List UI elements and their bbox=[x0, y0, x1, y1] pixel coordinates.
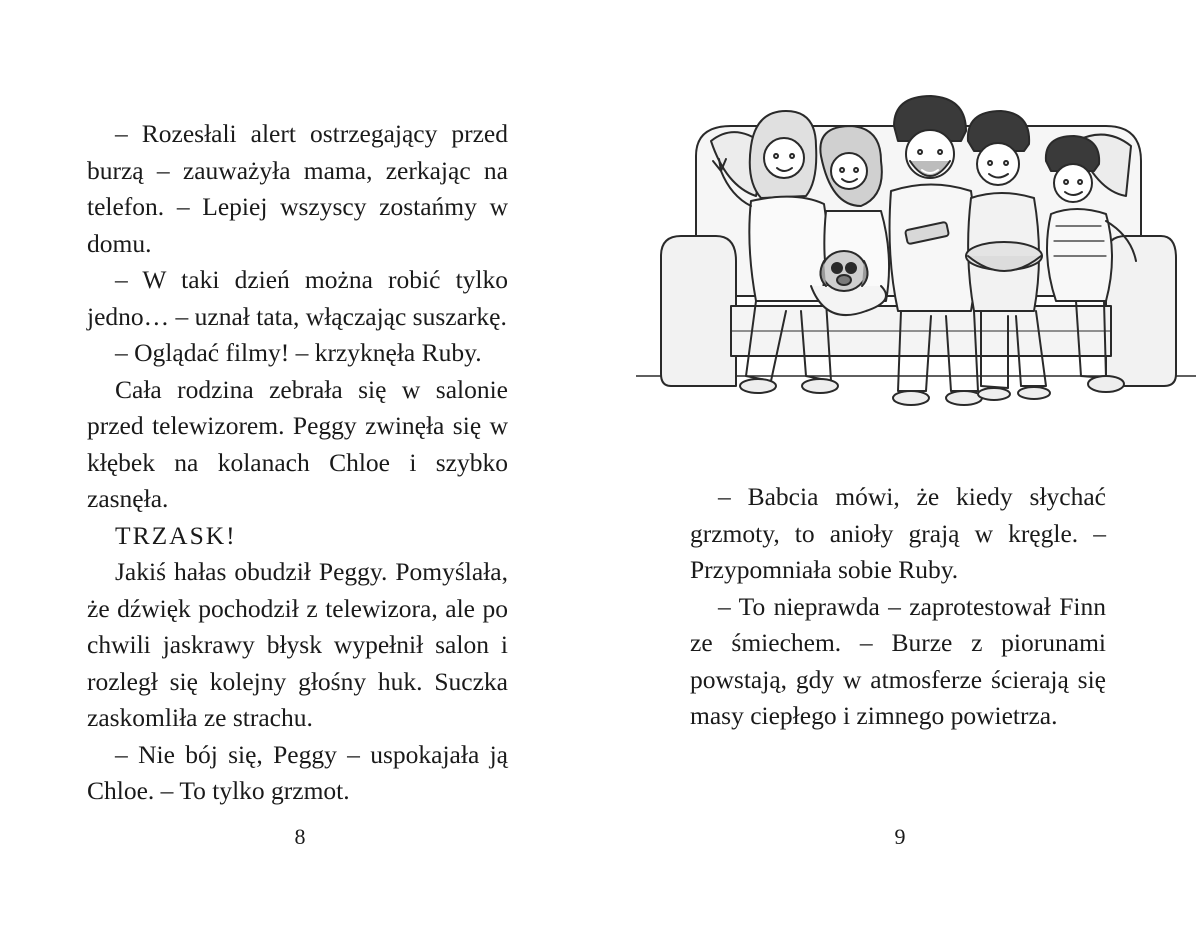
paragraph: – To nieprawda – zaprotestował Finn ze śmiechem. – Burze z piorunami powstają, gdy w atmosferze ścierają się masy ciepłego i zimnego powietrza. bbox=[690, 591, 1106, 730]
paragraph: – Babcia mówi, że kiedy słychać grzmoty, to anioły grają w kręgle. – Przypomniała sobie Ruby. bbox=[690, 482, 1106, 584]
paragraph: – Rozesłali alert ostrzegający przed burzą – zauważyła mama, zerkając na telefon. – Lepiej wszyscy zostańmy w domu. bbox=[87, 119, 508, 258]
left-page-text bbox=[87, 116, 508, 810]
page-number-left: 8 bbox=[294, 824, 306, 849]
sound-effect-paragraph: TRZASK! bbox=[115, 520, 237, 550]
family-on-sofa-illustration bbox=[636, 86, 1196, 426]
paragraph: – W taki dzień można robić tylko jedno… – uznał tata, włączając suszarkę. bbox=[87, 265, 508, 331]
paragraph: Cała rodzina zebrała się w salonie przed telewizorem. Peggy zwinęła się w kłębek na kolanach Chloe i szybko zasnęła. bbox=[87, 374, 508, 513]
paragraph: Jakiś hałas obudził Peggy. Pomyślała, że dźwięk pochodził z telewizora, ale po chwili jaskrawy błysk wypełnił salon i rozległ się kolejny głośny huk. Suczka zaskomliła ze strachu. bbox=[87, 557, 508, 732]
right-page bbox=[600, 0, 1200, 946]
paragraph: – Oglądać filmy! – krzyknęła Ruby. bbox=[115, 338, 482, 367]
paragraph: – Nie bój się, Peggy – uspokajała ją Chloe. – To tylko grzmot. bbox=[87, 739, 508, 805]
right-page-text bbox=[690, 479, 1106, 735]
page-number-right: 9 bbox=[894, 824, 906, 849]
